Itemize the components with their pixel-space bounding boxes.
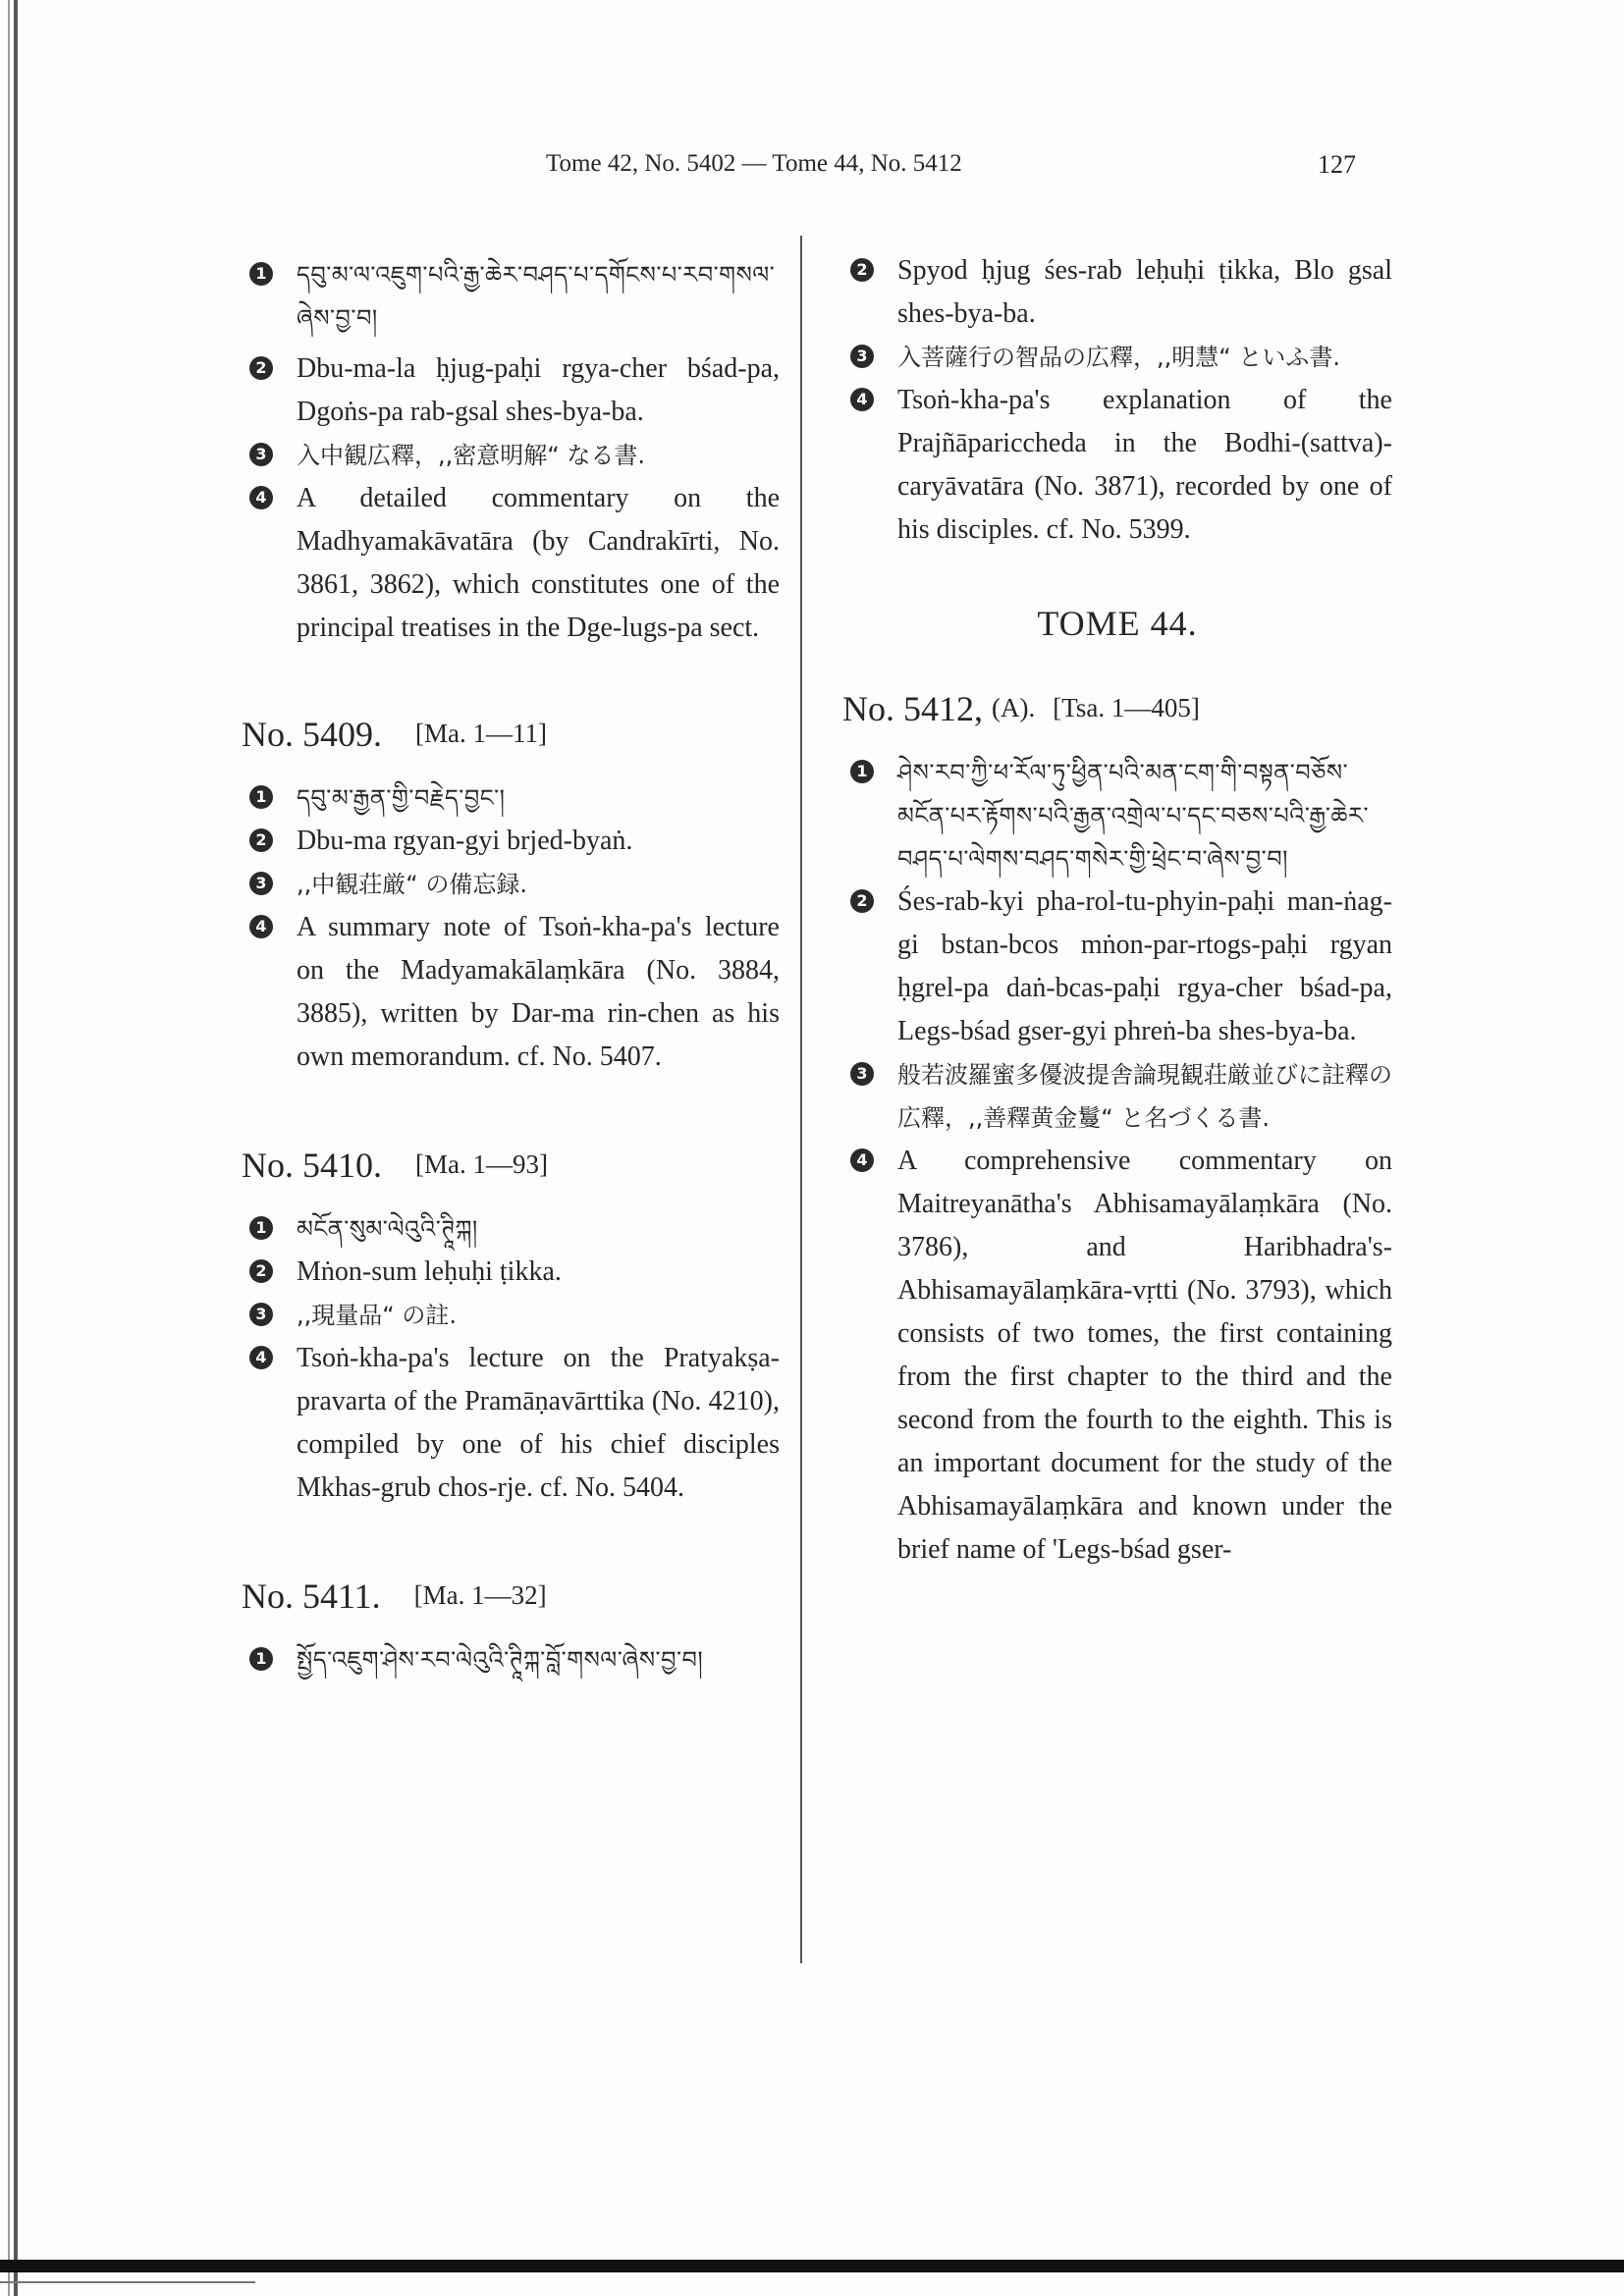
entry-number: No. 5410. — [242, 1146, 382, 1185]
entry-ref: [Ma. 1—32] — [413, 1580, 547, 1610]
entry-line — [842, 1053, 1392, 1140]
tibetan-title: དབུ་མ་རྒྱན་གྱི་བརྗེད་བྱང་། — [297, 784, 506, 812]
marker-3-icon: 3 — [850, 1062, 874, 1086]
marker-4-icon: 4 — [249, 1346, 273, 1369]
entry-description: Tsoṅ-kha-pa's explanation of the Prajñāpariccheda in the Bodhi-(sattva)-caryāvatāra (No. 3871), recorded by one of his disciples. cf. No. 5399. — [897, 385, 1392, 545]
tibetan-title: ཤེས་རབ་ཀྱི་ཕ་རོལ་ཏུ་ཕྱིན་པའི་མན་ངག་གི་བསྟན་བཅོས་མངོན་པར་རྟོགས་པའི་རྒྱན་འགྲེལ་པ་དང་བཅས་པའི་རྒྱ་ཆེར་བཤད་པ་ལེགས་བཤད་གསེར་གྱི་ཕྲེང་བ་ཞེས་བྱ་བ། — [897, 759, 1369, 873]
entry-line — [242, 863, 780, 906]
entry-line — [242, 477, 780, 650]
right-column — [842, 243, 1392, 1572]
entry-number: No. 5412, — [842, 689, 983, 728]
entry-line — [842, 379, 1392, 552]
entry-line — [842, 751, 1392, 881]
entry-5408-continued — [242, 253, 780, 650]
entry-line — [842, 336, 1392, 379]
left-edge-rule-thin — [8, 0, 10, 2296]
japanese-title: 入菩薩行の智品の広釋，,,明慧“ といふ書. — [897, 344, 1340, 371]
entry-ref: [Ma. 1—93] — [415, 1149, 548, 1179]
entry-variant: (A). — [992, 693, 1036, 722]
entry-line — [242, 1638, 780, 1682]
entry-line — [242, 253, 780, 340]
marker-3-icon: 3 — [249, 443, 273, 466]
entry-line — [242, 1251, 780, 1294]
entry-line — [242, 1294, 780, 1337]
marker-2-icon: 2 — [850, 258, 874, 282]
left-column — [242, 243, 780, 1682]
entry-number: No. 5411. — [242, 1576, 381, 1616]
entry-line — [242, 1207, 780, 1251]
japanese-title: ,,中観荘厳“ の備忘録. — [297, 871, 527, 898]
japanese-title: 般若波羅蜜多優波提舎論現観荘厳並びに註釋の広釋，,,善釋黄金鬘“ と名づくる書. — [897, 1061, 1392, 1132]
tome-heading: TOME 44. — [1037, 604, 1198, 643]
marker-2-icon: 2 — [249, 828, 273, 852]
entry-line — [242, 1337, 780, 1510]
page-number: 127 — [1318, 150, 1356, 179]
entry-line — [842, 881, 1392, 1053]
marker-3-icon: 3 — [249, 1303, 273, 1326]
entry-description: A summary note of Tsoṅ-kha-pa's lecture on the Madyamakālaṃkāra (No. 3884, 3885), written by Dar-ma rin-chen as his own memorandum. cf. No. 5407. — [297, 912, 780, 1072]
tibetan-title: དབུ་མ་ལ་འཇུག་པའི་རྒྱ་ཆེར་བཤད་པ་དགོངས་པ་རབ་གསལ་ཞེས་བྱ་བ། — [297, 261, 776, 332]
tibetan-title: སྤྱོད་འཇུག་ཤེས་རབ་ལེའུའི་ཊཱིཀྐ་བློ་གསལ་ཞེས་བྱ་བ། — [297, 1646, 704, 1674]
marker-2-icon: 2 — [249, 356, 273, 380]
bottom-rule-thin — [0, 2281, 255, 2283]
romanized-title: Dbu-ma rgyan-gyi brjed-byaṅ. — [297, 826, 633, 856]
entry-line — [242, 776, 780, 820]
marker-1-icon: 1 — [249, 1216, 273, 1240]
entry-line — [242, 906, 780, 1079]
romanized-title: Dbu-ma-la ḥjug-paḥi rgya-cher bśad-pa, Dgoṅs-pa rab-gsal shes-bya-ba. — [297, 353, 780, 427]
entry-number: No. 5409. — [242, 715, 382, 754]
marker-1-icon: 1 — [850, 760, 874, 783]
entry-description: A detailed commentary on the Madhyamakāvatāra (by Candrakīrti, No. 3861, 3862), which constitutes one of the principal treatises in the Dge-lugs-pa sect. — [297, 483, 780, 643]
entry-description: A comprehensive commentary on Maitreyanātha's Abhisamayālaṃkāra (No. 3786), and Haribhadra's-Abhisamayālaṃkāra-vṛtti (No. 3793), which consists of two tomes, the first containing from the first chapter to the third and the second from the fourth to the eighth. This is an important document for the study of the Abhisamayālaṃkāra and known under the brief name of 'Legs-bśad gser- — [897, 1146, 1392, 1565]
entry-ref: [Ma. 1—11] — [415, 719, 547, 748]
marker-1-icon: 1 — [249, 262, 273, 286]
marker-1-icon: 1 — [249, 1647, 273, 1671]
entry-line — [242, 820, 780, 863]
marker-3-icon: 3 — [249, 872, 273, 895]
marker-4-icon: 4 — [850, 388, 874, 411]
entry-line — [842, 249, 1392, 336]
romanized-title: Śes-rab-kyi pha-rol-tu-phyin-paḥi man-ṅag-gi bstan-bcos mṅon-par-rtogs-paḥi rgyan ḥgrel-pa daṅ-bcas-paḥi rgya-cher bśad-pa, Legs-bśad gser-gyi phreṅ-ba shes-bya-ba. — [897, 886, 1392, 1046]
entry-heading — [242, 1571, 780, 1621]
japanese-title: 入中観広釋，,,密意明解“ なる書. — [297, 442, 645, 469]
entry-line — [242, 434, 780, 477]
entry-description: Tsoṅ-kha-pa's lecture on the Pratyakṣa-pravarta of the Pramāṇavārttika (No. 4210), compiled by one of his chief disciples Mkhas-grub chos-rje. cf. No. 5404. — [297, 1343, 780, 1503]
romanized-title: Spyod ḥjug śes-rab leḥuḥi ṭikka, Blo gsal shes-bya-ba. — [897, 255, 1392, 329]
entry-heading — [242, 1140, 780, 1190]
entry-heading — [842, 683, 1392, 733]
bottom-rule — [0, 2260, 1624, 2272]
marker-4-icon: 4 — [249, 915, 273, 938]
japanese-title: ,,現量品“ の註. — [297, 1302, 457, 1329]
running-head-title: Tome 42, No. 5402 — Tome 44, No. 5412 — [546, 150, 962, 177]
marker-1-icon: 1 — [249, 785, 273, 809]
marker-4-icon: 4 — [850, 1148, 874, 1172]
entry-line — [842, 1140, 1392, 1572]
entry-heading — [242, 709, 780, 759]
tibetan-title: མངོན་སུམ་ལེའུའི་ཊཱིཀྐ། — [297, 1215, 478, 1243]
marker-4-icon: 4 — [249, 486, 273, 509]
left-edge-rule — [14, 0, 18, 2296]
entry-ref: [Tsa. 1—405] — [1053, 693, 1200, 722]
romanized-title: Mṅon-sum leḥuḥi ṭikka. — [297, 1256, 562, 1287]
marker-2-icon: 2 — [249, 1259, 273, 1283]
marker-2-icon: 2 — [850, 889, 874, 913]
entry-line — [242, 347, 780, 434]
marker-3-icon: 3 — [850, 345, 874, 368]
column-divider — [800, 236, 802, 1963]
